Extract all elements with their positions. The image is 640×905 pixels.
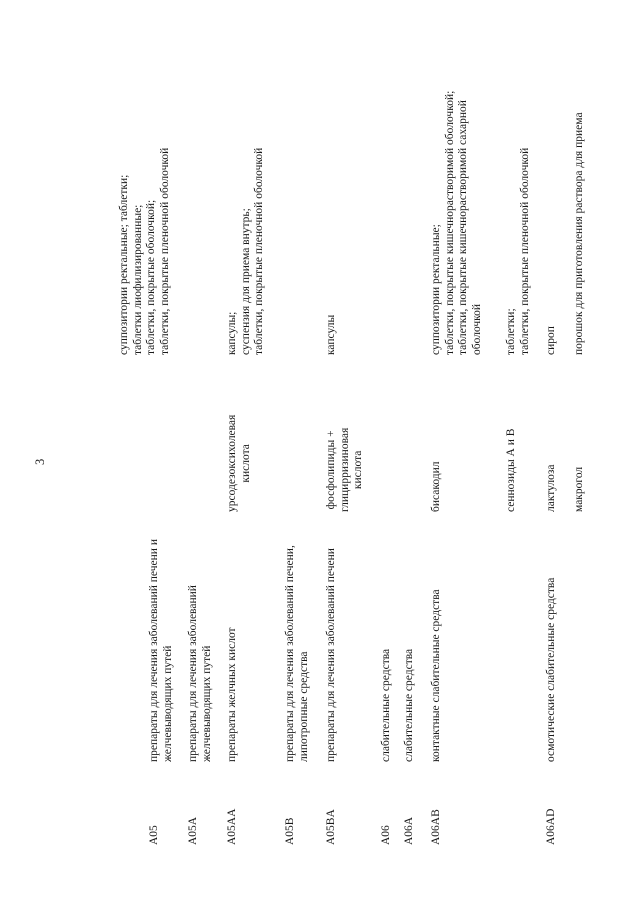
group-name: слабительные средства [380,648,392,762]
atc-code: A06 [380,825,392,845]
dosage-forms: суппозитории ректальные; таблетки, покрытые кишечнорастворимой оболочкой; таблетки, покрытые кишечнорастворимой сахарной оболочкой [430,90,483,355]
group-name: препараты для лечения заболеваний печени и желчевыводящих путей [148,539,174,762]
inn-name: урсодезоксихолевая кислота [226,414,252,512]
dosage-forms: таблетки; таблетки, покрытые пленочной оболочкой [505,147,531,355]
group-name: контактные слабительные средства [430,589,442,762]
atc-code: A06A [403,816,415,845]
dosage-forms: порошок для приготовления раствора для приема [573,112,585,355]
atc-code: A06AB [430,809,442,845]
atc-code: A05AA [226,808,238,845]
inn-name: фосфолипиды + глицирризиновая кислота [325,427,365,512]
dosage-forms: сироп [545,326,557,355]
atc-code: A05A [187,816,199,845]
page-number: 3 [33,458,47,465]
inn-name: бисакодил [430,461,442,512]
atc-code: A05BA [325,809,337,845]
atc-code: A05B [284,817,296,845]
inn-name: лактулоза [545,464,557,512]
atc-code: A06AD [545,808,557,845]
dosage-forms: суппозитории ректальные; таблетки; таблетки лиофилизированные; таблетки, покрытые оболочкой; таблетки, покрытые пленочной оболочкой [118,147,171,355]
group-name: слабительные средства [403,648,415,762]
atc-code: A05 [148,825,160,845]
group-name: препараты желчных кислот [226,627,238,762]
dosage-forms: капсулы [325,314,337,355]
inn-name: сеннозиды А и В [505,428,517,512]
dosage-forms: капсулы; суспензия для приема внутрь; таблетки, покрытые пленочной оболочкой [226,147,266,355]
group-name: препараты для лечения заболеваний желчевыводящих путей [187,585,213,762]
group-name: препараты для лечения заболеваний печени, липотропные средства [284,545,310,762]
group-name: препараты для лечения заболеваний печени [325,548,337,762]
group-name: осмотические слабительные средства [545,577,557,762]
inn-name: макрогол [573,466,585,512]
